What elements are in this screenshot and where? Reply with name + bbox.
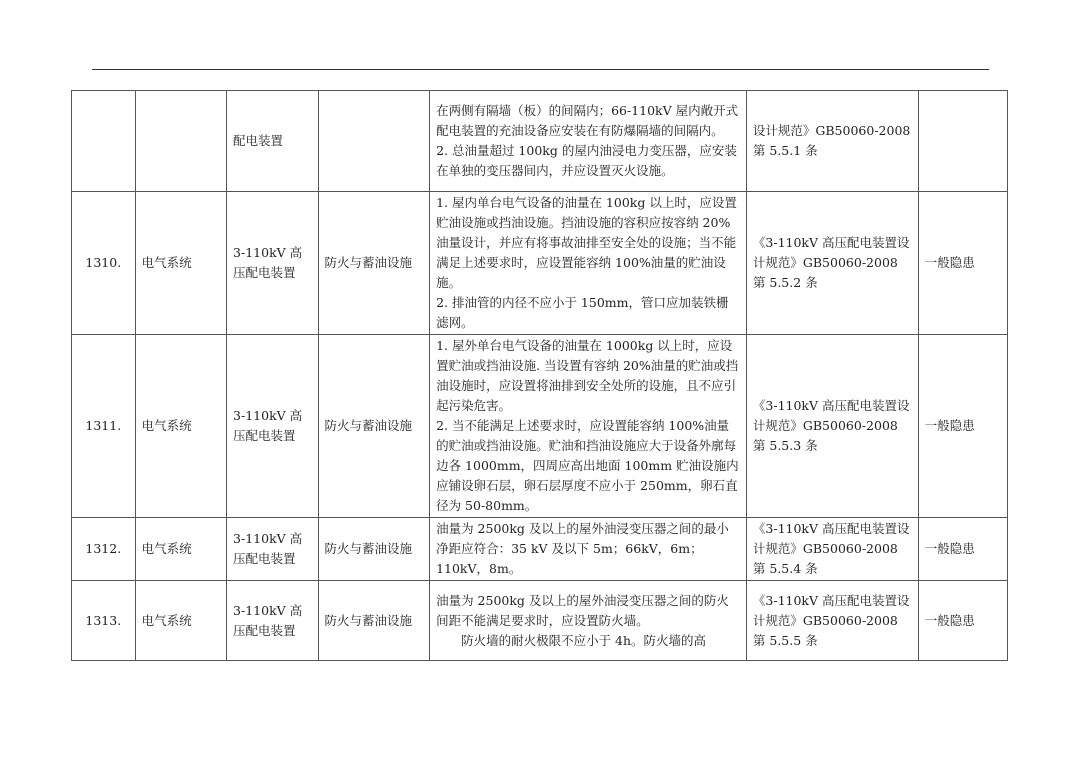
basis-cell: 《3-110kV 高压配电装置设计规范》GB50060-2008 第 5.5.5 条: [746, 581, 918, 661]
system-cell: [135, 91, 226, 192]
header-rule: [92, 69, 989, 70]
item-cell: 配电装置: [227, 91, 318, 192]
level-cell: 一般隐患: [918, 581, 1007, 661]
category-cell: 防火与蓄油设施: [318, 581, 430, 661]
requirement-line: 1. 屋外单台电气设备的油量在 1000kg 以上时，应设置贮油或挡油设施. 当设置有容纳 20%油量的贮油或挡油设施时，应设置将油排到安全处所的设施，且不应引起污染危害。: [436, 338, 739, 413]
requirement-line: 防火墙的耐火极限不应小于 4h。防火墙的高: [461, 632, 707, 648]
system-cell: 电气系统: [135, 581, 226, 661]
row-number: 1313.: [72, 581, 136, 661]
requirement-cell: [430, 91, 747, 192]
requirement-cell: [430, 581, 747, 661]
category-cell: 防火与蓄油设施: [318, 335, 430, 518]
category-cell: 防火与蓄油设施: [318, 518, 430, 581]
requirement-cell: [430, 335, 747, 518]
basis-cell: 《3-110kV 高压配电装置设计规范》GB50060-2008 第 5.5.3 条: [746, 335, 918, 518]
category-cell: [318, 91, 430, 192]
requirement-line: 在两侧有隔墙（板）的间隔内；66-110kV 屋内敞开式配电装置的充油设备应安装在有防爆隔墙的间隔内。: [436, 103, 739, 138]
category-cell: 防火与蓄油设施: [318, 192, 430, 335]
system-cell: 电气系统: [135, 335, 226, 518]
level-cell: 一般隐患: [918, 335, 1007, 518]
level-cell: 一般隐患: [918, 518, 1007, 581]
requirement-line: 2. 排油管的内径不应小于 150mm，管口应加装铁栅滤网。: [436, 295, 729, 330]
table-row: [72, 518, 1008, 581]
item-cell: 3-110kV 高压配电装置: [227, 581, 318, 661]
hazard-standard-table: [71, 90, 1008, 661]
item-cell: 3-110kV 高压配电装置: [227, 192, 318, 335]
system-cell: 电气系统: [135, 518, 226, 581]
row-number: 1312.: [72, 518, 136, 581]
requirement-cell: [430, 518, 747, 581]
system-cell: 电气系统: [135, 192, 226, 335]
table-row: [72, 192, 1008, 335]
row-number: [72, 91, 136, 192]
row-number: 1310.: [72, 192, 136, 335]
basis-cell: 《3-110kV 高压配电装置设计规范》GB50060-2008 第 5.5.4 条: [746, 518, 918, 581]
requirement-line: 油量为 2500kg 及以上的屋外油浸变压器之间的防火间距不能满足要求时，应设置防火墙。: [436, 592, 729, 628]
item-cell: 3-110kV 高压配电装置: [227, 335, 318, 518]
requirement-line: 2. 总油量超过 100kg 的屋内油浸电力变压器，应安装在单独的变压器间内，并应设置灭火设施。: [436, 143, 737, 178]
table-row: [72, 335, 1008, 518]
table-row: [72, 91, 1008, 192]
requirement-line: 油量为 2500kg 及以上的屋外油浸变压器之间的最小净距应符合：35 kV 及以下 5m；66kV，6m；110kV，8m。: [436, 521, 729, 576]
requirement-line: 1. 屋内单台电气设备的油量在 100kg 以上时，应设置贮油设施或挡油设施。挡油设施的容积应按容纳 20%油量设计，并应有将事故油排至安全处的设施；当不能满足上述要求时，应设置能容纳 100%油量的贮油设施。: [436, 195, 737, 290]
row-number: 1311.: [72, 335, 136, 518]
level-cell: 一般隐患: [918, 192, 1007, 335]
basis-cell: 《3-110kV 高压配电装置设计规范》GB50060-2008 第 5.5.2 条: [746, 192, 918, 335]
requirement-line: 2. 当不能满足上述要求时，应设置能容纳 100%油量的贮油或挡油设施。贮油和挡油设施应大于设备外廓每边各 1000mm，四周应高出地面 100mm 贮油设施内应铺设卵石层，卵石层厚度不应小于 250mm，卵石直径为 50-80mm。: [436, 418, 739, 513]
item-cell: 3-110kV 高压配电装置: [227, 518, 318, 581]
level-cell: [918, 91, 1007, 192]
basis-cell: 设计规范》GB50060-2008 第 5.5.1 条: [746, 91, 918, 192]
table-row: [72, 581, 1008, 661]
requirement-cell: [430, 192, 747, 335]
